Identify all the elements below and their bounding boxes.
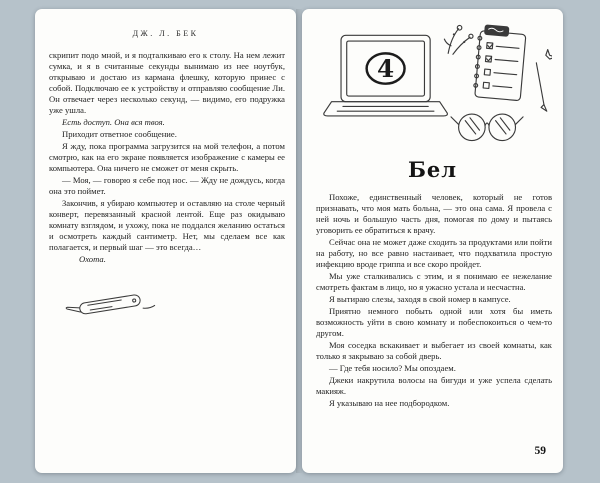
left-page	[35, 9, 296, 473]
pocket-knife-illustration	[61, 283, 296, 328]
paragraph: Приходит ответное сообщение.	[62, 129, 177, 139]
paragraph: Есть доступ. Она вся твоя.	[62, 117, 165, 127]
glasses-icon	[451, 114, 523, 141]
paragraph: — Моя, — говорю я себе под нос. — Жду не дождусь, когда она это поймет.	[49, 175, 285, 196]
paragraph: Приятно немного побыть одной или хотя бы иметь возможность уйти в свою комнату и побеспокоиться о чем-то другом.	[316, 306, 552, 338]
flowers-icon	[444, 25, 473, 54]
pencil-icon	[536, 50, 552, 112]
paragraph: Моя соседка вскакивает и выбегает из своей комнаты, как только я закрываю за собой дверь.	[316, 340, 552, 361]
chapter-number: 4	[376, 54, 394, 84]
paragraph: Я указываю на нее подбородком.	[329, 398, 450, 408]
paragraph: Охота.	[79, 254, 106, 264]
chapter-illustration	[314, 23, 552, 151]
paragraph: Я жду, пока программа загрузится на мой телефон, а потом смотрю, как на его экране появляется изображение с камеры ее компьютера. Она ничего не сможет от меня скрыть.	[49, 141, 285, 173]
paragraph: Похоже, единственный человек, который не готов признавать, что моя мать больна, — это она сама. Я провела с ней ночь и большую часть дня, помогая по дому и пытаясь уговорить ее обратиться к врачу.	[316, 192, 552, 235]
left-text-block	[49, 50, 285, 265]
paragraph: Я вытираю слезы, заходя в свой номер в кампусе.	[329, 294, 511, 304]
paragraph: — Где тебя носило? Мы опоздаем.	[329, 363, 456, 373]
paragraph: скрипит подо мной, и я подталкиваю его к столу. На нем лежит сумка, и я в считанные секунды вынимаю из нее ноутбук, открываю и достаю из кармана флешку, которую принес с собой. Подключаю ее к устройству и отправляю сообщение Ли. Он отвечает через несколько секунд, — видимо, его подружка уже ушла.	[49, 50, 285, 115]
paragraph: Сейчас она не может даже сходить за продуктами или пойти на работу, но все равно настаивает, что подхватила простую инфекцию вроде гриппа и все скоро пройдет.	[316, 237, 552, 269]
paragraph: Закончив, я убираю компьютер и оставляю на столе черный конверт, перевязанный красной лентой. Еще раз окидываю комнату взглядом, и ухожу, пока не поддался желанию остаться и осмотреть каждый сантиметр. Нет, мы сделаем все как полагается, и первый шаг — это всегда…	[49, 198, 285, 252]
page-number: 59	[534, 445, 546, 457]
right-page	[302, 9, 563, 473]
running-header: ДЖ. Л. БЕК	[132, 29, 199, 38]
paragraph: Джеки накрутила волосы на бигуди и уже успела сделать макияж.	[316, 375, 552, 396]
chapter-title: Бел	[407, 157, 458, 182]
chapter-number-badge	[366, 53, 404, 83]
laptop-icon	[323, 35, 447, 116]
notebook-icon	[472, 24, 526, 101]
paragraph: Мы уже сталкивались с этим, и я понимаю ее нежелание смотреть фактам в лицо, но я ужасно устала и несчастна.	[316, 271, 552, 292]
right-text-block	[316, 192, 552, 409]
